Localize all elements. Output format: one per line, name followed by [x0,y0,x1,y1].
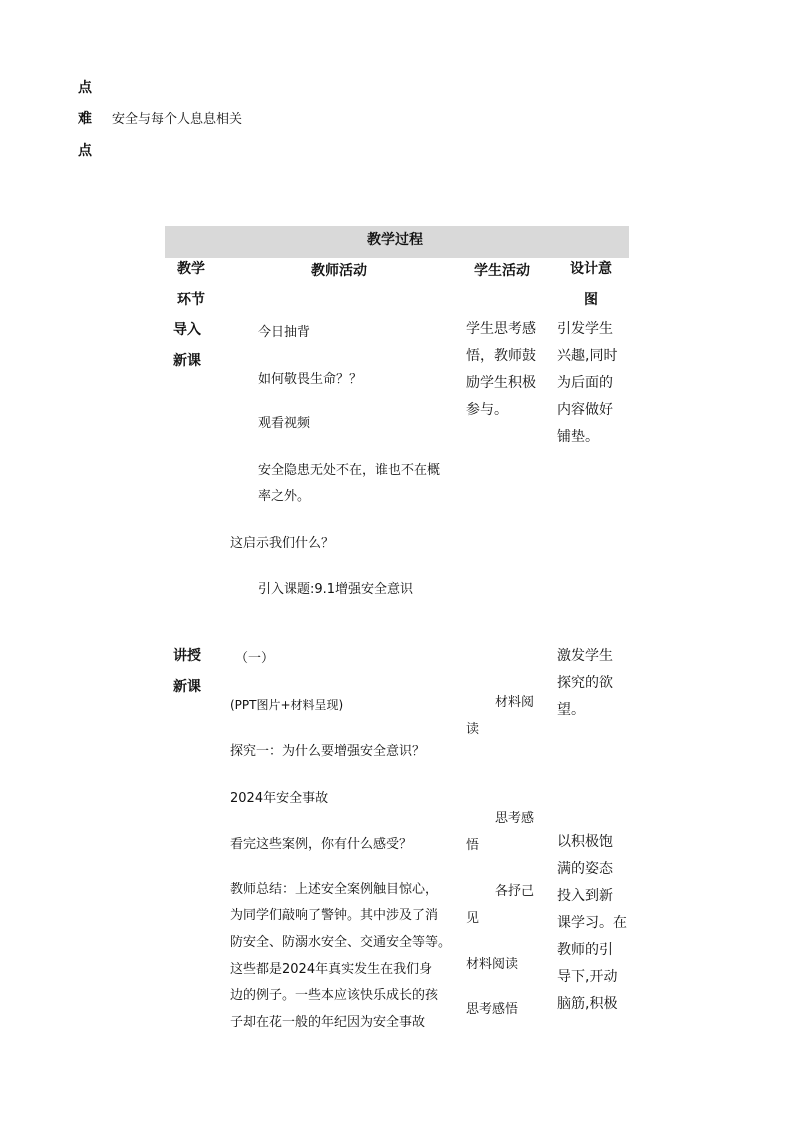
student-line: 各抒己 [495,884,535,899]
teacher-line: (PPT图片+材料呈现) [230,698,344,712]
design-intent-teaching-a: 激发学生 探究的欲 望。 [557,648,613,718]
student-line: 材料阅读 [466,957,519,972]
header-teacher: 教师活动 [311,263,367,279]
teacher-line: 观看视频 [258,416,311,431]
heading-fragment-nan: 难 [78,111,92,127]
student-line: 读 [466,722,480,737]
teacher-line: 为同学们敲响了警钟。其中涉及了消 [230,908,439,923]
teacher-line: 这些都是2024年真实发生在我们身 [230,962,433,977]
design-intent-teaching-b: 以积极饱 满的姿态 投入到新 课学习。在 教师的引 导下,开动 脑筋,积极 [557,834,627,1012]
student-activity-intro: 学生思考感 悟，教师鼓 励学生积极 参与。 [466,321,536,418]
header-design: 设计意 图 [570,261,612,308]
teacher-line: 今日抽背 [258,325,311,340]
stage-intro: 导入 新课 [173,322,201,369]
teacher-line: 教师总结：上述安全案例触目惊心， [230,882,439,897]
heading-fragment-dian: 点 [78,80,92,96]
teacher-line: （一） [235,651,275,666]
header-student: 学生活动 [474,263,530,279]
teacher-line: 如何敬畏生命？？ [258,372,363,387]
teacher-line: 探究一：为什么要增强安全意识？ [230,744,426,759]
teacher-line: 子却在花一般的年纪因为安全事故 [230,1015,426,1030]
teacher-line: 安全隐患无处不在，谁也不在概 [258,463,441,478]
student-line: 悟 [466,838,480,853]
header-stage: 教学 环节 [177,261,205,308]
student-line: 思考感 [495,811,535,826]
heading-fragment-dian-2: 点 [78,143,92,159]
teacher-line: 2024年安全事故 [230,791,329,806]
design-intent-intro: 引发学生 兴趣,同时 为后面的 内容做好 铺垫。 [557,321,618,445]
teacher-line: 边的例子。一些本应该快乐成长的孩 [230,988,439,1003]
teacher-line: 防安全、防溺水安全、交通安全等等。 [230,935,452,950]
table-title: 教学过程 [367,232,423,248]
teacher-line: 这启示我们什么？ [230,536,335,551]
student-line: 材料阅 [495,695,535,710]
student-line: 思考感悟 [466,1002,519,1017]
teacher-line: 引入课题:9.1增强安全意识 [258,582,414,597]
teacher-line: 看完这些案例，你有什么感受？ [230,837,413,852]
stage-teaching: 讲授 新课 [173,648,201,695]
teacher-line: 率之外。 [258,489,311,504]
difficulty-text: 安全与每个人息息相关 [112,112,243,127]
student-line: 见 [466,911,480,926]
